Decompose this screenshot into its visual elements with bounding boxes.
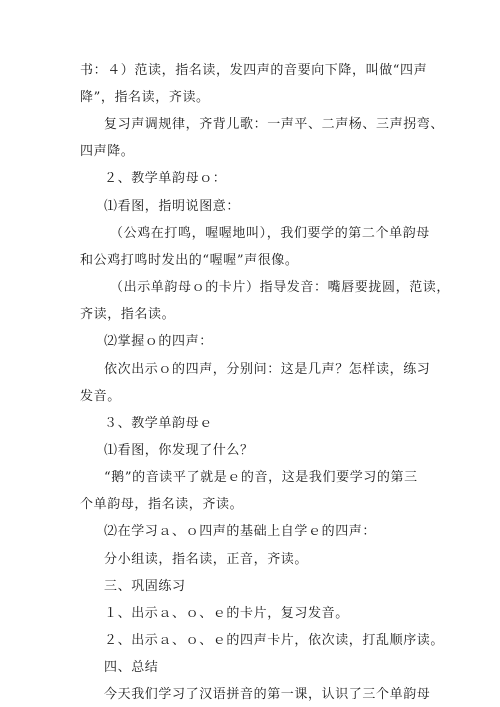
paragraph-line: 和公鸡打鸣时发出的“喔喔”声很像。 <box>80 253 299 268</box>
paragraph-line: 分小组读，指名读，正音，齐读。 <box>104 552 309 567</box>
section-heading: ３、教学单韵母ｅ <box>104 416 213 431</box>
paragraph-line: ⑵掌握ｏ的四声： <box>104 334 213 349</box>
paragraph-line: 依次出示ｏ的四声，分别问：这是几声？怎样读，练习 <box>104 362 431 377</box>
paragraph-line: “鹅”的音读平了就是ｅ的音，这是我们要学习的第三 <box>104 470 418 485</box>
paragraph-line: １、出示ａ、ｏ、ｅ的卡片，复习发音。 <box>104 606 349 621</box>
paragraph-line: 个单韵母，指名读，齐读。 <box>80 497 244 512</box>
paragraph-line: 书：４）范读，指名读，发四声的音要向下降，叫做“四声 <box>80 63 428 78</box>
section-heading: ２、教学单韵母ｏ： <box>104 171 227 186</box>
paragraph-line: （出示单韵母ｏ的卡片）指导发音：嘴唇要拢圆，范读， <box>110 280 451 295</box>
paragraph-line: 齐读，指名读。 <box>80 307 176 322</box>
paragraph-line: ⑴看图，指明说图意： <box>104 199 241 214</box>
paragraph-line: ⑴看图，你发现了什么？ <box>104 443 254 458</box>
paragraph-line: （公鸡在打鸣，喔喔地叫），我们要学的第二个单韵母 <box>110 226 430 241</box>
paragraph-line: 今天我们学习了汉语拼音的第一课，认识了三个单韵母 <box>104 687 431 702</box>
paragraph-line: 降”，指名读，齐读。 <box>80 90 210 105</box>
paragraph-line: 复习声调规律，齐背儿歌：一声平、二声杨、三声拐弯、 <box>104 117 445 132</box>
paragraph-line: 发音。 <box>80 389 121 404</box>
section-heading: 三、巩固练习 <box>104 579 186 594</box>
paragraph-line: ⑵在学习ａ、ｏ四声的基础上自学ｅ的四声： <box>104 524 377 539</box>
paragraph-line: ２、出示ａ、ｏ、ｅ的四声卡片，依次读，打乱顺序读。 <box>104 633 445 648</box>
section-heading: 四、总结 <box>104 660 159 675</box>
paragraph-line: 四声降。 <box>80 144 135 159</box>
